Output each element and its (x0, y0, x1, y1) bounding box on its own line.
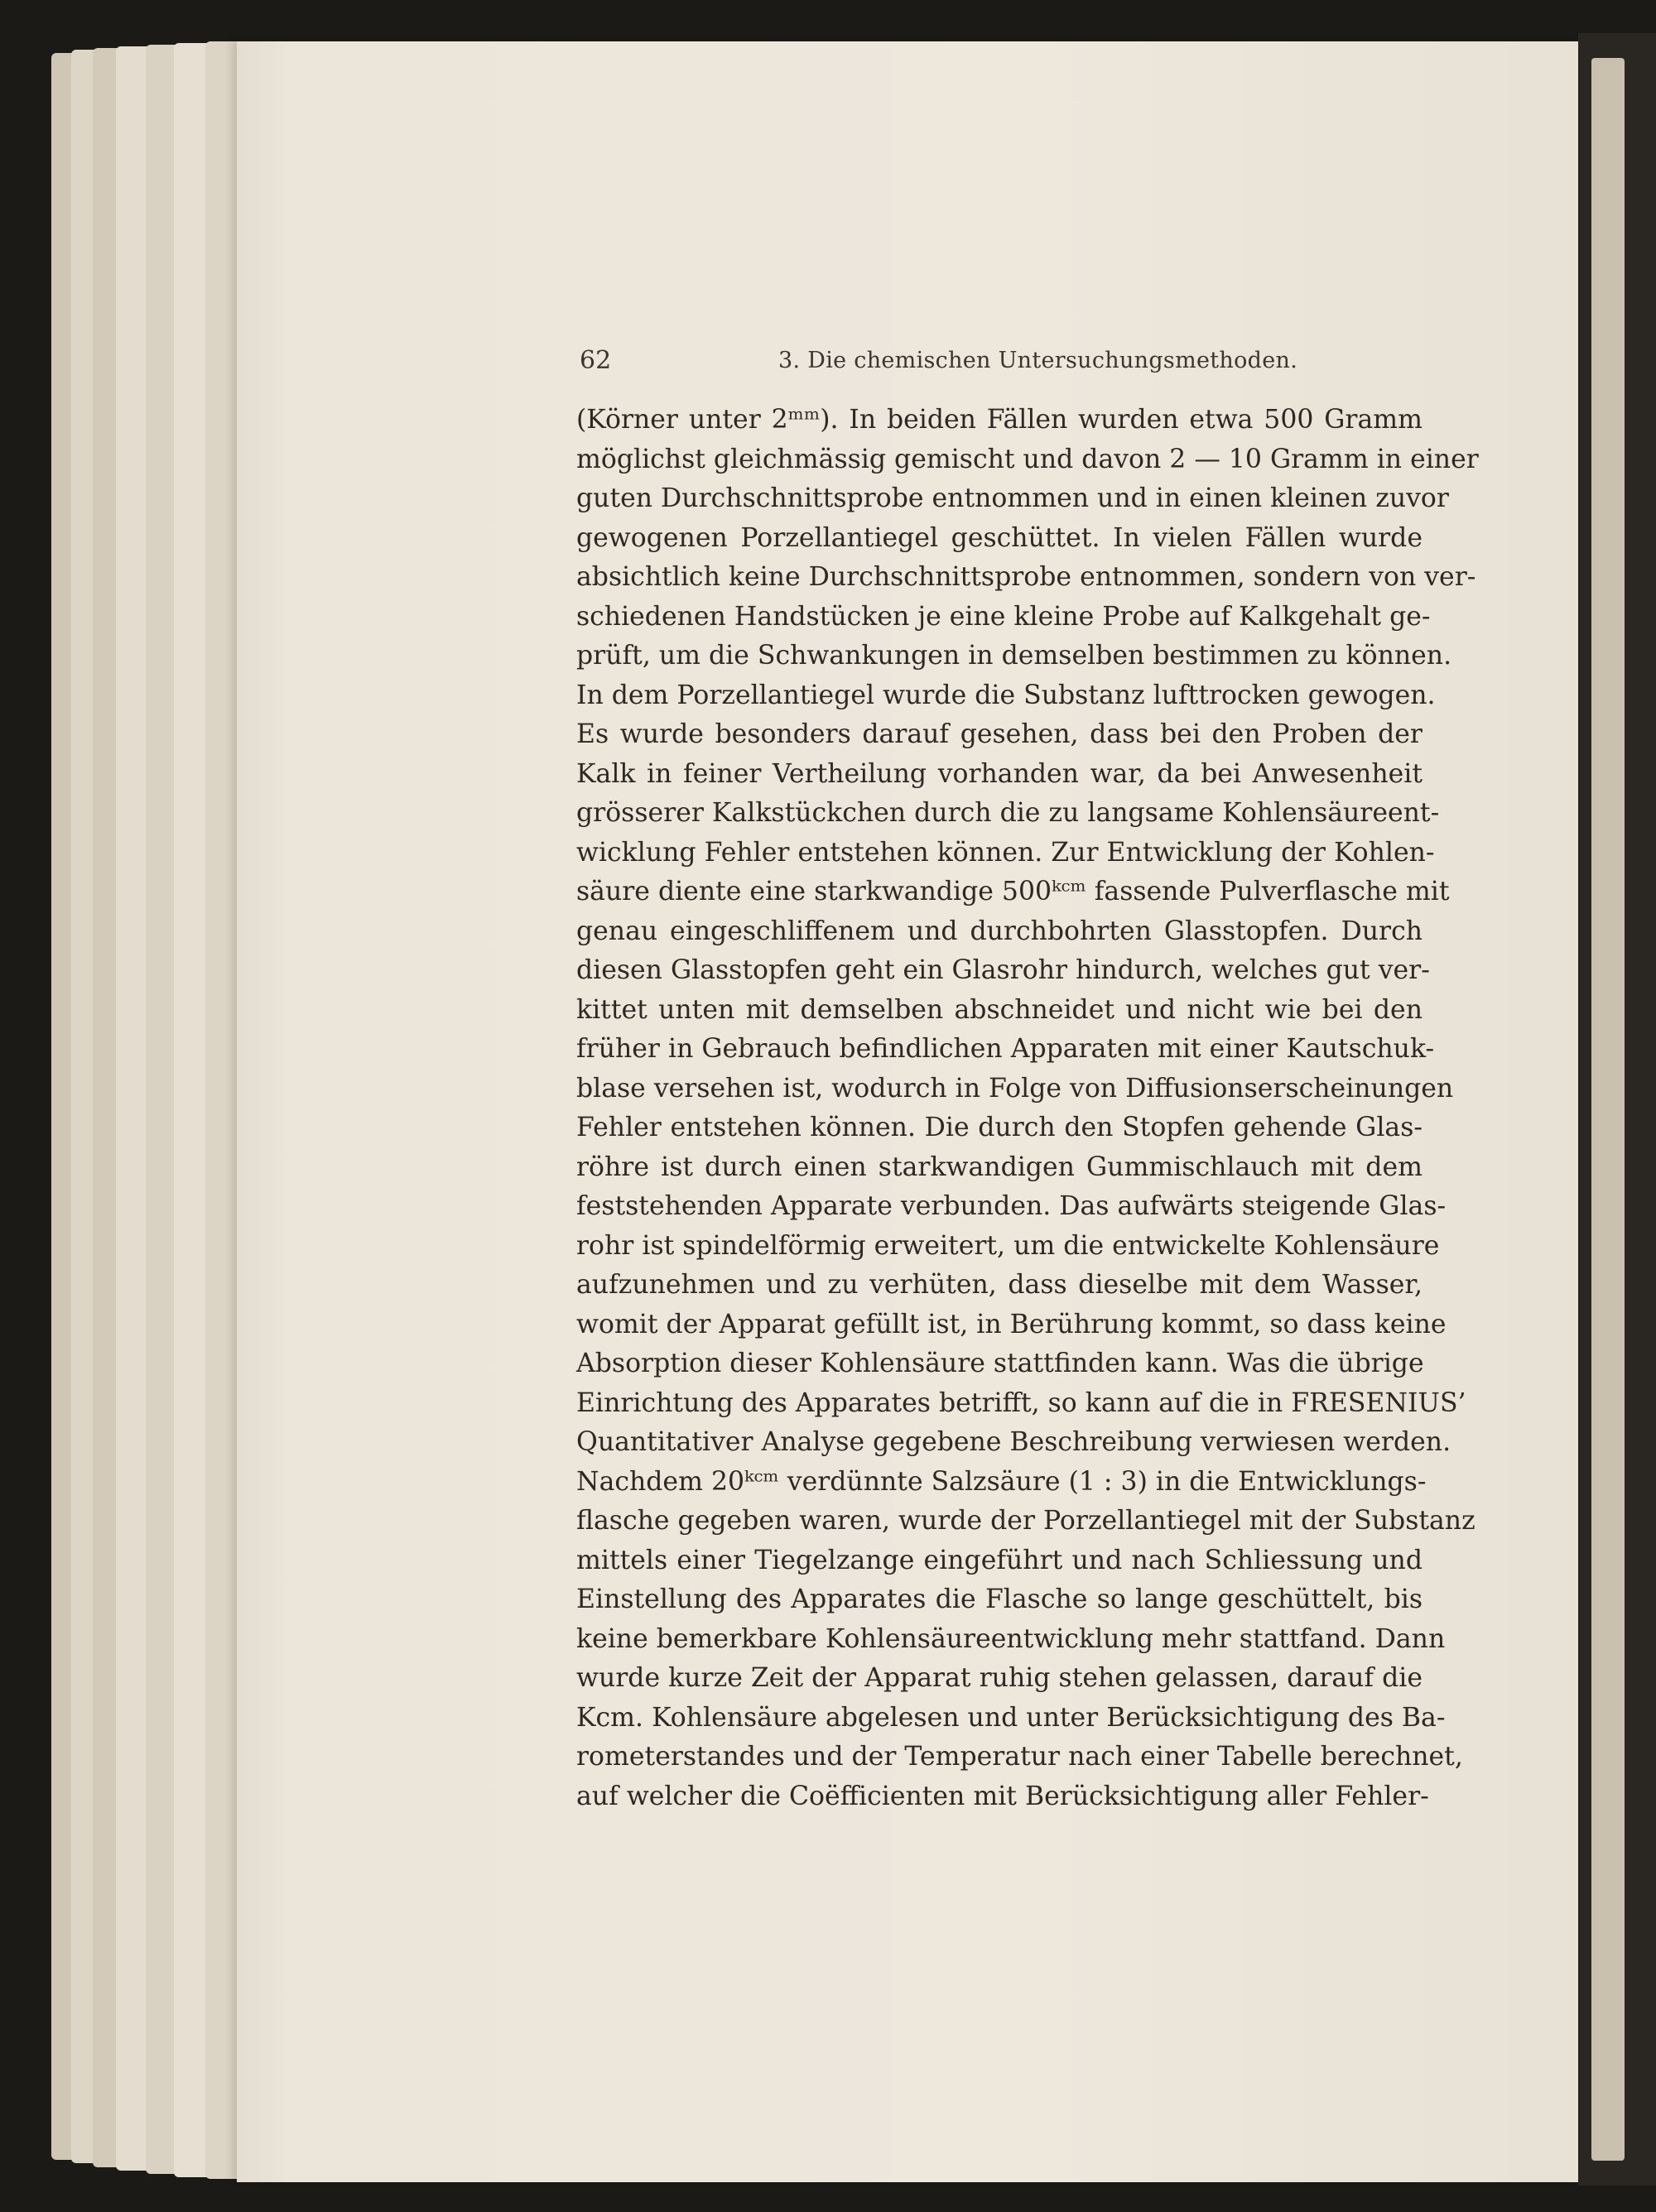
text-line: rometerstandes und der Temperatur nach einer Tabelle berechnet, (576, 1742, 1463, 1772)
page-number: 62 (580, 346, 612, 375)
text-line: auf welcher die Coëfficienten mit Berücksichtigung aller Fehler- (576, 1781, 1429, 1811)
text-line: früher in Gebrauch befindlichen Apparaten mit einer Kautschuk- (576, 1034, 1435, 1064)
text-line: grösserer Kalkstückchen durch die zu langsame Kohlensäureent- (576, 798, 1440, 828)
text-line: diesen Glasstopfen geht ein Glasrohr hindurch, welches gut ver- (576, 955, 1430, 985)
page-header (580, 344, 1423, 377)
text-line: flasche gegeben waren, wurde der Porzellantiegel mit der Substanz (576, 1506, 1475, 1536)
running-head: 3. Die chemischen Untersuchungsmethoden. (778, 348, 1298, 373)
text-line: guten Durchschnittsprobe entnommen und in einen kleinen zuvor (576, 483, 1449, 513)
text-line: blase versehen ist, wodurch in Folge von Diffusionserscheinungen (576, 1073, 1454, 1104)
text-line: keine bemerkbare Kohlensäureentwicklung mehr stattfand. Dann (576, 1623, 1446, 1654)
text-line: prüft, um die Schwankungen in demselben bestimmen zu können. (576, 641, 1452, 671)
text-line: möglichst gleichmässig gemischt und davon 2 — 10 Gramm in einer (576, 444, 1479, 474)
next-page-edge (1591, 58, 1625, 2161)
text-line: Nachdem 20ᵏᶜᵐ verdünnte Salzsäure (1 : 3) in die Entwicklungs- (576, 1466, 1427, 1497)
text-line: Einstellung des Apparates die Flasche so lange geschüttelt, bis (576, 1584, 1423, 1614)
text-line: Einrichtung des Apparates betrifft, so kann auf die in FRESENIUS’ (576, 1387, 1466, 1418)
text-line: aufzunehmen und zu verhüten, dass dieselbe mit dem Wasser, (576, 1270, 1423, 1300)
text-line: schiedenen Handstücken je eine kleine Probe auf Kalkgehalt ge- (576, 601, 1431, 632)
text-line: Kalk in feiner Vertheilung vorhanden war, da bei Anwesenheit (576, 758, 1423, 789)
text-line: wurde kurze Zeit der Apparat ruhig stehen gelassen, darauf die (576, 1663, 1423, 1693)
text-line: Quantitativer Analyse gegebene Beschreibung verwiesen werden. (576, 1427, 1451, 1457)
text-line: Fehler entstehen können. Die durch den Stopfen gehende Glas- (576, 1113, 1423, 1142)
text-line: mittels einer Tiegelzange eingeführt und nach Schliessung und (576, 1545, 1423, 1575)
body-text (576, 401, 1479, 1816)
text-line: wicklung Fehler entstehen können. Zur Entwicklung der Kohlen- (576, 837, 1435, 868)
text-line: Es wurde besonders darauf gesehen, dass bei den Proben der (576, 719, 1423, 749)
text-line: röhre ist durch einen starkwandigen Gummischlauch mit dem (576, 1152, 1423, 1182)
text-line: gewogenen Porzellantiegel geschüttet. In vielen Fällen wurde (576, 522, 1423, 553)
text-line: womit der Apparat gefüllt ist, in Berührung kommt, so dass keine (576, 1309, 1447, 1339)
text-line: In dem Porzellantiegel wurde die Substanz lufttrocken gewogen. (576, 680, 1436, 710)
text-line: feststehenden Apparate verbunden. Das aufwärts steigende Glas- (576, 1191, 1447, 1221)
text-line: absichtlich keine Durchschnittsprobe entnommen, sondern von ver- (576, 562, 1476, 592)
text-line: genau eingeschliffenem und durchbohrten Glasstopfen. Durch (576, 916, 1423, 946)
text-line: rohr ist spindelförmig erweitert, um die entwickelte Kohlensäure (576, 1230, 1440, 1261)
text-line: Kcm. Kohlensäure abgelesen und unter Berücksichtigung des Ba- (576, 1702, 1446, 1733)
text-line: (Körner unter 2ᵐᵐ). In beiden Fällen wurden etwa 500 Gramm (576, 405, 1423, 435)
text-line: säure diente eine starkwandige 500ᵏᶜᵐ fassende Pulverflasche mit (576, 877, 1450, 906)
text-line: kittet unten mit demselben abschneidet und nicht wie bei den (576, 994, 1423, 1025)
text-line: Absorption dieser Kohlensäure stattfinden kann. Was die übrige (576, 1349, 1424, 1378)
